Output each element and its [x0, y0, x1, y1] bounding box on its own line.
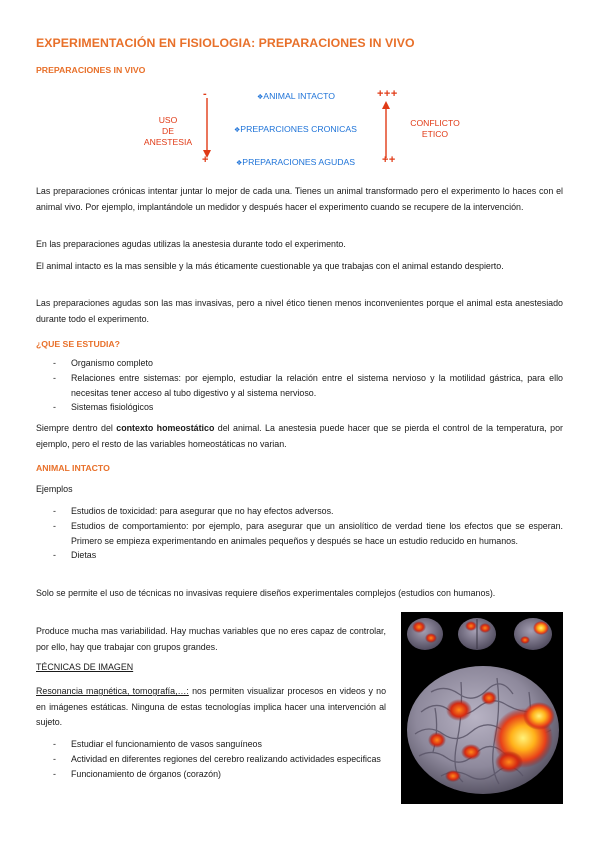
left-bottom-sign: + [202, 154, 209, 166]
diamond-bullet-icon: ❖ [234, 127, 241, 134]
right-bottom-sign: ++ [382, 154, 396, 166]
section-heading-preparaciones: PREPARACIONES IN VIVO [36, 65, 146, 75]
paragraph-variabilidad: Produce mucha mas variabilidad. Hay muchas variables que no eres capaz de controlar, por ello, hay que trabajar con grupos grandes. [36, 626, 386, 652]
paragraph-resonancia: Resonancia magnética, tomografía,…: nos permiten visualizar procesos en videos y no en imágenes estáticas. Ninguna de estas tecnologías implica hacer una intervención al sujeto. [36, 686, 387, 728]
list-item: - Estudios de toxicidad: para asegurar que no hay efectos adversos. [36, 504, 563, 519]
list-item: - Dietas [36, 548, 563, 563]
anesthesia-ethics-diagram [0, 0, 599, 180]
right-arrow-icon [381, 101, 391, 159]
left-label-line-3: ANESTESIA [143, 137, 193, 147]
diamond-bullet-icon: ❖ [236, 160, 243, 167]
list-item: - Estudiar el funcionamiento de vasos sanguíneos [36, 737, 386, 752]
list-item: - Sistemas fisiológicos [36, 400, 563, 415]
ejemplos-label: Ejemplos [36, 484, 73, 494]
left-label-line-1: USO [158, 115, 178, 125]
section-heading-animal-intacto: ANIMAL INTACTO [36, 463, 110, 473]
paragraph-tecnicas-no-invasivas: Solo se permite el uso de técnicas no invasivas requiere diseños experimentales complejos (estudios con humanos). [36, 588, 496, 598]
paragraph-agudas-invasivas: Las preparaciones agudas son las mas invasivas, pero a nivel ético tienen menos inconvenientes porque el animal esta anestesiado durante todo el experimento. [36, 298, 563, 324]
paragraph-agudas-anestesia: En las preparaciones agudas utilizas la anestesia durante todo el experimento. [36, 239, 346, 249]
list-item: - Estudios de comportamiento: por ejemplo, para asegurar que un ansiolítico de verdad tiene los efectos que se esperan. Primero se empieza experimentando en animales pequeños y después se hace un estudio reducido en humanos. [36, 519, 563, 549]
ejemplos-list [36, 504, 563, 563]
diagram-item-agudas: ❖PREPARACIONES AGUDAS [236, 157, 356, 167]
brain-activation-image [401, 612, 563, 804]
right-top-sign: +++ [377, 88, 398, 100]
page-title: EXPERIMENTACIÓN EN FISIOLOGIA: PREPARACIONES IN VIVO [36, 36, 415, 50]
list-item: - Actividad en diferentes regiones del cerebro realizando actividades especificas [36, 752, 386, 767]
que-se-estudia-list [36, 356, 563, 415]
tecnicas-de-imagen-heading: TÉCNICAS DE IMAGEN [36, 662, 134, 672]
left-arrow-icon [202, 97, 212, 159]
tecnicas-imagen-list [36, 737, 386, 781]
paragraph-cronicas: Las preparaciones crónicas intentar juntar lo mejor de cada una. Tienes un animal transformado pero el experimento lo haces con el animal vivo. Por ejemplo, implantándole un medidor y después hacer el experimento cuando se recupere de la intervención. [36, 186, 563, 212]
diamond-bullet-icon: ❖ [257, 94, 264, 101]
diagram-item-animal-intacto: ❖ANIMAL INTACTO [257, 91, 336, 101]
right-label-line-1: CONFLICTO [410, 118, 460, 128]
left-top-sign: - [203, 88, 207, 100]
section-heading-que-se-estudia: ¿QUE SE ESTUDIA? [36, 339, 120, 349]
paragraph-animal-intacto: El animal intacto es la mas sensible y la más éticamente cuestionable ya que trabajas con el animal estando despierto. [36, 261, 504, 271]
list-item: - Relaciones entre sistemas: por ejemplo, estudiar la relación entre el sistema nervioso y la motilidad gástrica, para ello necesitas tener acceso al tubo digestivo y al sistema nervioso. [36, 371, 563, 401]
diagram-item-cronicas: ❖PREPARCIONES CRONICAS [234, 124, 357, 134]
list-item: - Funcionamiento de órganos (corazón) [36, 767, 386, 782]
paragraph-homeostatico: Siempre dentro del contexto homeostático del animal. La anestesia puede hacer que se pierda el control de la temperatura, por ejemplo, pero el resto de las variables homeostáticas no varian. [36, 423, 563, 449]
list-item: - Organismo completo [36, 356, 563, 371]
left-label-line-2: DE [162, 126, 174, 136]
bold-term: contexto homeostático [116, 423, 215, 433]
right-label-line-2: ETICO [421, 129, 449, 139]
